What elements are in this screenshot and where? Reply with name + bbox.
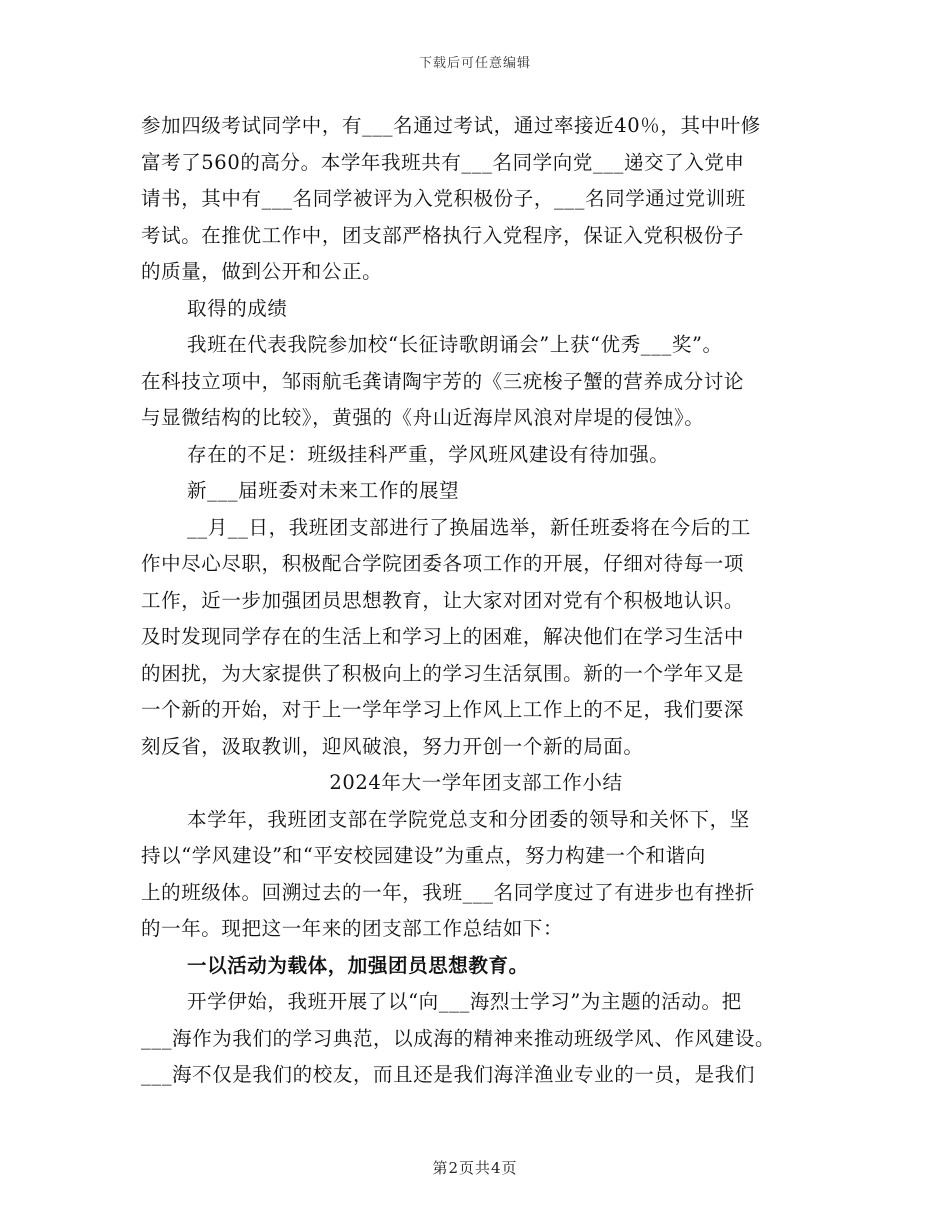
paragraph-line: 作中尽心尽职，积极配合学院团委各项工作的开展，仔细对待每一项 [141, 552, 745, 575]
paragraph-line: 参加四级考试同学中，有___名通过考试，通过率接近40％，其中叶修 [141, 114, 761, 137]
paragraph-line: 我班在代表我院参加校“长征诗歌朗诵会”上获“优秀___奖”。 [187, 333, 723, 356]
paragraph-line: 取得的成绩 [187, 296, 288, 320]
paragraph-line: 的质量，做到公开和公正。 [141, 260, 383, 283]
paragraph-line: 在科技立项中，邹雨航毛龚请陶宇芳的《三疣梭子蟹的营养成分讨论 [141, 369, 745, 393]
paragraph-line: 刻反省，汲取教训，迎风破浪，努力开创一个新的局面。 [141, 734, 644, 758]
paragraph-line: 工作，近一步加强团员思想教育，让大家对团对党有个积极地认识。 [141, 588, 745, 612]
paragraph-line: 的困扰，为大家提供了积极向上的学习生活氛围。新的一个学年又是 [141, 661, 745, 685]
paragraph-line: ___海不仅是我们的校友，而且还是我们海洋渔业专业的一员，是我们 [141, 1063, 755, 1086]
paragraph-line: 本学年，我班团支部在学院党总支和分团委的领导和关怀下，坚 [187, 807, 750, 831]
paragraph-line: 考试。在推优工作中，团支部严格执行入党程序，保证入党积极份子 [141, 223, 745, 247]
paragraph-line: 持以“学风建设”和“平安校园建设”为重点，努力构建一个和谐向 [141, 844, 706, 867]
paragraph-line: 及时发现同学存在的生活上和学习上的困难，解决他们在学习生活中 [141, 625, 745, 648]
paragraph-line: 请书，其中有___名同学被评为入党积极份子，___名同学通过党训班 [141, 187, 746, 210]
page-footer: 第2页共4页 [432, 1159, 518, 1177]
document-body [141, 108, 811, 1094]
page-header: 下载后可任意编辑 [418, 56, 531, 71]
paragraph-line: 一个新的开始，对于上一学年学习上作风上工作上的不足，我们要深 [141, 698, 745, 721]
paragraph-line: __月__日，我班团支部进行了换届选举，新任班委将在今后的工 [187, 515, 752, 539]
section-title: 2024年大一学年团支部工作小结 [329, 771, 623, 794]
paragraph-line: 开学伊始，我班开展了以“向___海烈士学习”为主题的活动。把 [187, 990, 742, 1013]
paragraph-line: 存在的不足：班级挂科严重，学风班风建设有待加强。 [187, 442, 670, 466]
paragraph-line: 新___届班委对未来工作的展望 [187, 479, 460, 502]
section-heading: 一以活动为载体，加强团员思想教育。 [187, 953, 529, 977]
paragraph-line: ___海作为我们的学习典范，以成海的精神来推动班级学风、作风建设。 [141, 1026, 776, 1050]
paragraph-line: 富考了560的高分。本学年我班共有___名同学向党___递交了入党申 [141, 150, 745, 174]
paragraph-line: 的一年。现把这一年来的团支部工作总结如下： [141, 917, 564, 940]
paragraph-line: 上的班级体。回溯过去的一年，我班___名同学度过了有进步也有挫折 [141, 880, 755, 904]
paragraph-line: 与显微结构的比较》，黄强的《舟山近海岸风浪对岸堤的侵蚀》。 [141, 406, 705, 429]
